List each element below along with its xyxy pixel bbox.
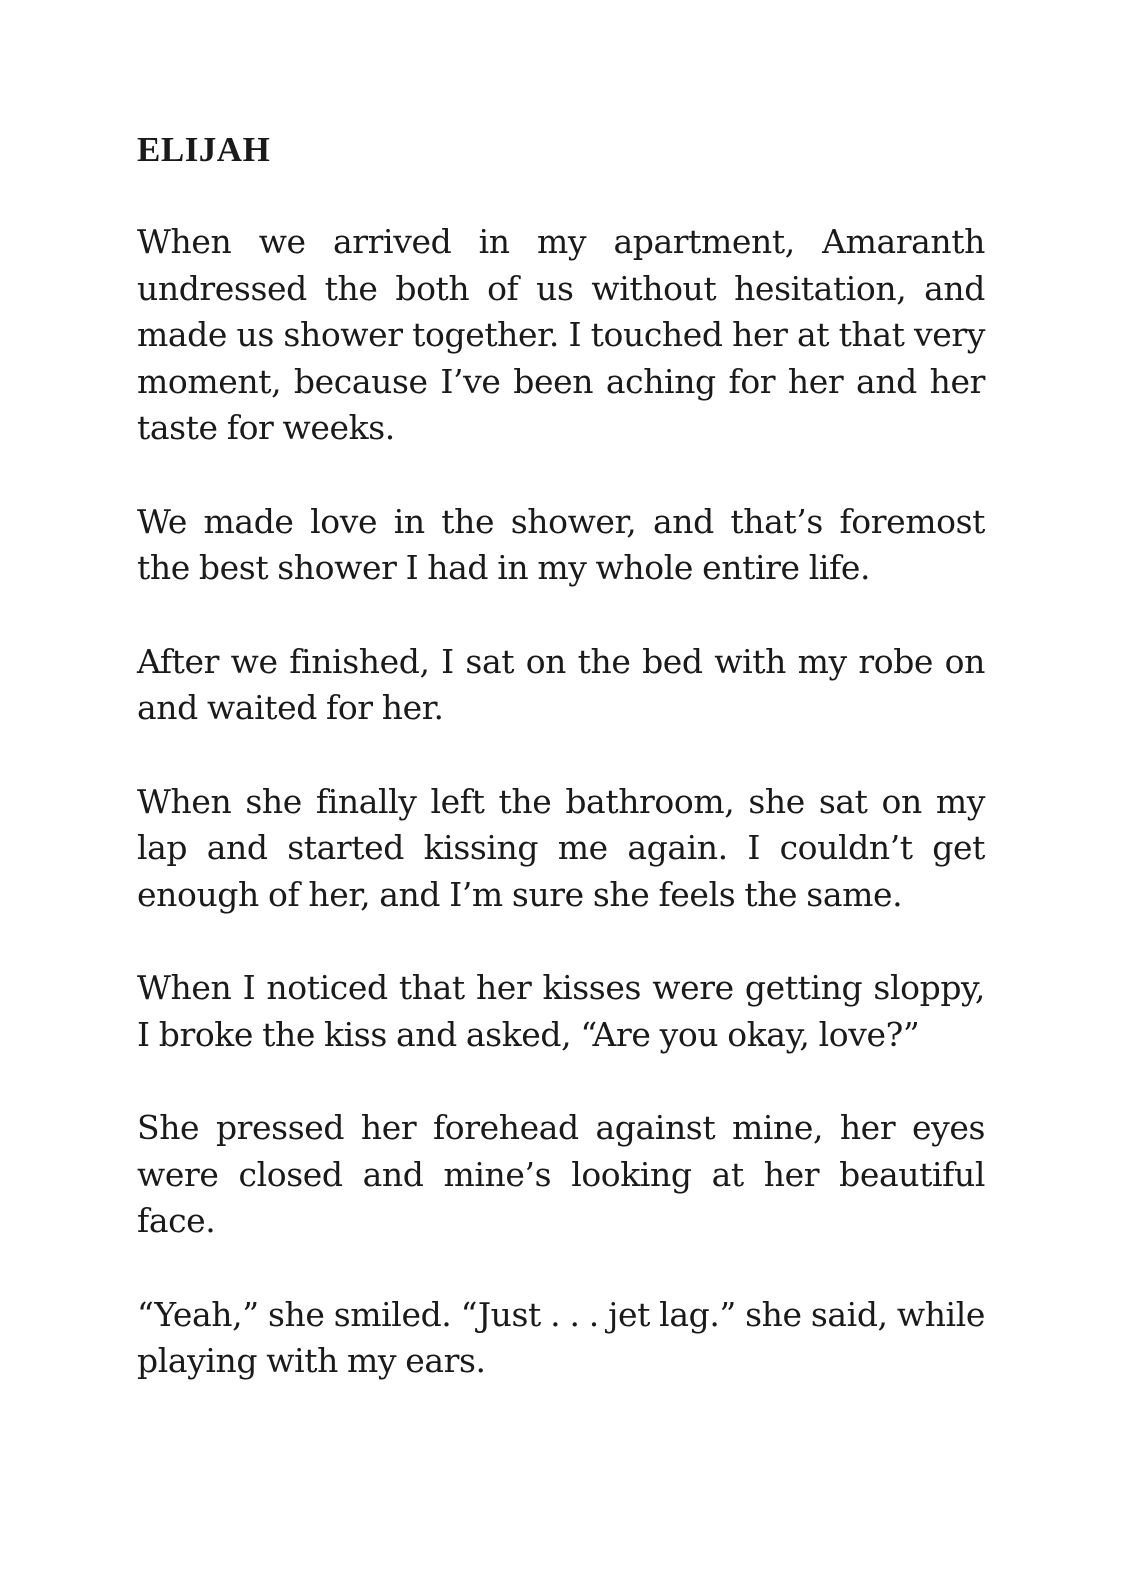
paragraph: When she finally left the bathroom, she sat on my lap and started kissing me again. I couldn’t get enough of her, and I’m sure she feels the same.: [137, 781, 985, 914]
paragraph: She pressed her forehead against mine, her eyes were closed and mine’s looking at her beautiful face.: [137, 1108, 985, 1240]
book-page: [137, 128, 985, 1385]
chapter-title: ELIJAH: [137, 130, 271, 169]
paragraph: “Yeah,” she smiled. “Just . . . jet lag.” she said, while playing with my ears.: [137, 1294, 985, 1380]
paragraph: When we arrived in my apartment, Amaranth undressed the both of us without hesitation, and made us shower together. I touched her at that very moment, because I’ve been aching for her and her taste for weeks.: [137, 222, 985, 447]
paragraph: After we finished, I sat on the bed with my robe on and waited for her.: [137, 641, 985, 727]
paragraph: When I noticed that her kisses were getting sloppy, I broke the kiss and asked, “Are you okay, love?”: [137, 968, 985, 1054]
paragraph: We made love in the shower, and that’s foremost the best shower I had in my whole entire life.: [137, 501, 985, 587]
